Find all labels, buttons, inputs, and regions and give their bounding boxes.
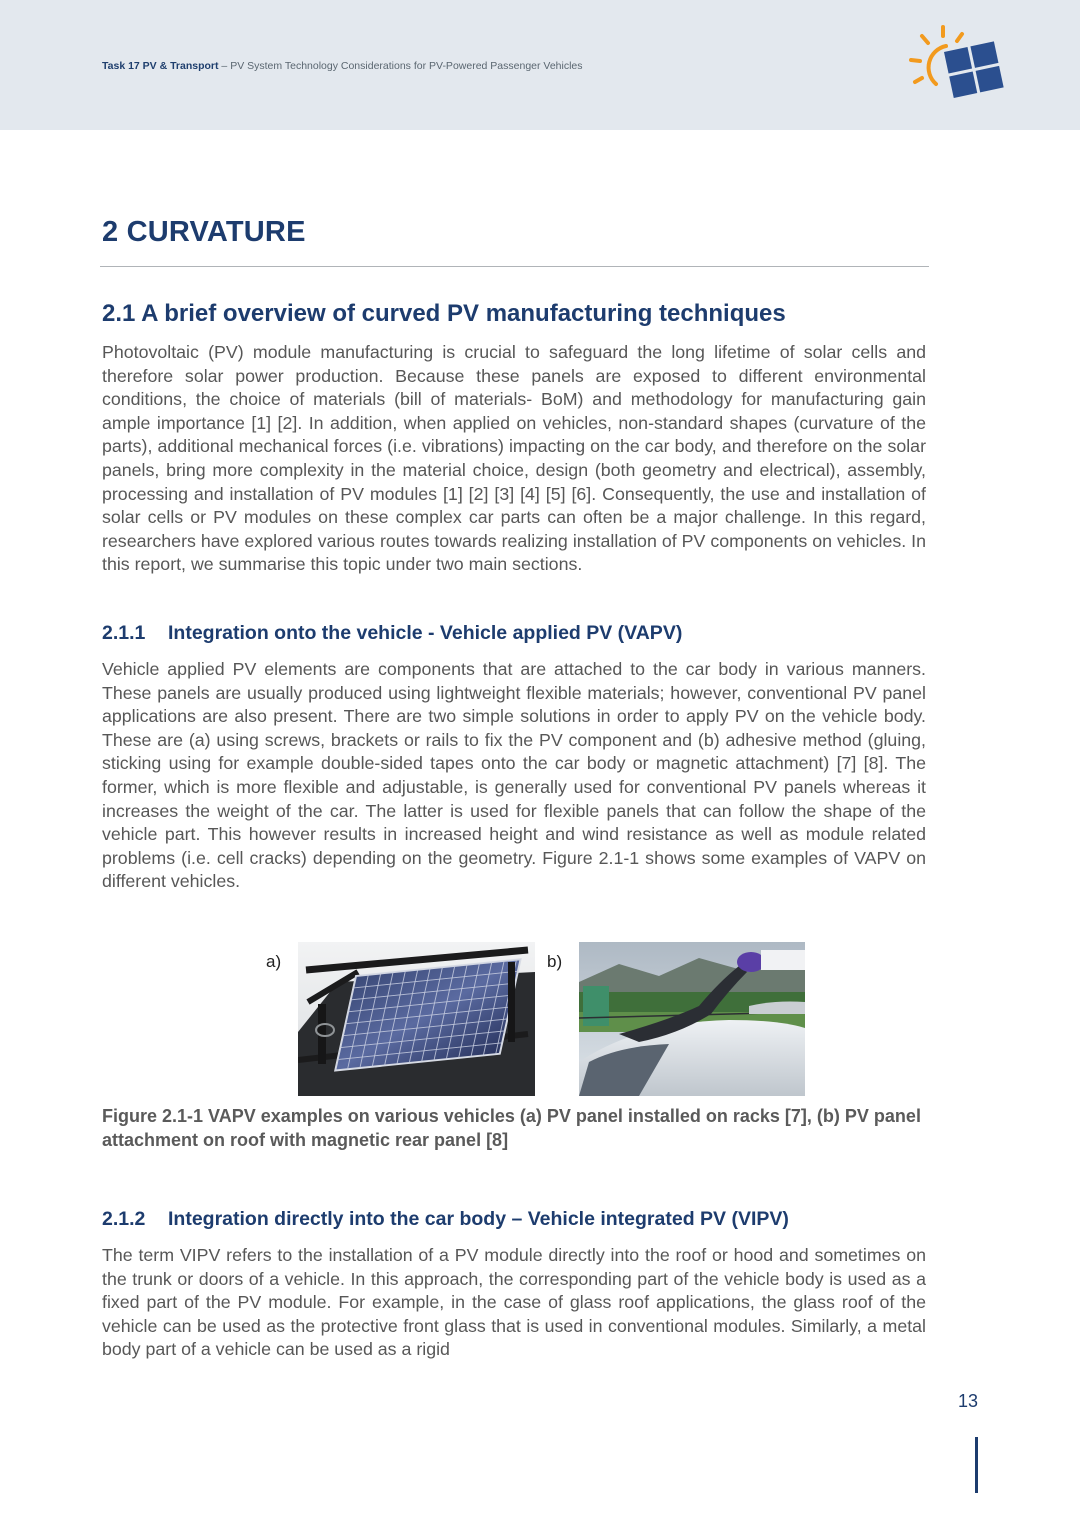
section-2-1-1-paragraph: Vehicle applied PV elements are components that are attached to the car body in various manners. These panels are usually produced using lightweight flexible materials; however, conventional PV panel applications are also present. There are two simple solutions in order to apply PV on the vehicle body. These are (a) using screws, brackets or rails to fix the PV component and (b) adhesive method (gluing, sticking using for example double-sided tapes onto the car body or magnetic attachment) [7] [8]. The former, which is more flexible and adjustable, is generally used for conventional PV panels whereas it increases the weight of the car. The latter is used for flexible panels that can follow the shape of the vehicle part. This however results in increased height and wind resistance as well as module related problems (i.e. cell cracks) depending on the geometry. Figure 2.1-1 shows some examples of VAPV on different vehicles. bbox=[102, 659, 926, 892]
magnetic-panel-attachment-image bbox=[579, 942, 805, 1096]
figure-caption: Figure 2.1-1 VAPV examples on various vehicles (a) PV panel installed on racks [7], (b) PV panel attachment on roof with magnetic rear panel [8] bbox=[102, 1106, 921, 1150]
section-2-1-paragraph: Photovoltaic (PV) module manufacturing is crucial to safeguard the long lifetime of solar cells and therefore solar power production. Because these panels are exposed to different environmental conditions, the choice of materials (bill of materials- BoM) and methodology for manufacturing gain ample importance [1] [2]. In addition, when applied on vehicles, non-standard shapes (curvature of the parts), additional mechanical forces (i.e. vibrations) impacting on the car body, and therefore on the solar panels, bring more complexity in the material choice, design (both geometry and electrical), assembly, processing and installation of PV modules [1] [2] [3] [4] [5] [6]. Consequently, the use and installation of solar cells or PV modules on these complex car parts can often be a major challenge. In this regard, researchers have explored various routes towards realizing installation of PV components on vehicles. In this report, we summarise this topic under two main sections. bbox=[102, 342, 926, 575]
section-2-1-1-heading bbox=[102, 622, 682, 645]
page-number: 13 bbox=[958, 1391, 979, 1411]
section-2-1-2-number: 2.1.2 bbox=[102, 1208, 146, 1230]
rack-solar-panel-image bbox=[298, 942, 535, 1096]
section-2-1-2-title: Integration directly into the car body – Vehicle integrated PV (VIPV) bbox=[168, 1208, 789, 1230]
figure-label-a: a) bbox=[266, 952, 282, 971]
figure-label-b: b) bbox=[547, 952, 563, 971]
figure-photo-a bbox=[298, 942, 535, 1096]
pv-transport-logo-icon bbox=[906, 24, 1006, 114]
page-header bbox=[0, 0, 1080, 130]
section-2-1-2-heading bbox=[102, 1208, 789, 1231]
figure-photo-b bbox=[579, 942, 805, 1096]
header-text bbox=[102, 60, 583, 72]
section-2-1-2-paragraph: The term VIPV refers to the installation of a PV module directly into the roof or hood and sometimes on the trunk or doors of a vehicle. In this approach, the corresponding part of the vehicle body is used as a fixed part of the PV module. For example, in the case of glass roof applications, the glass roof of the vehicle can be used as the protective front glass that is used in conventional modules. Similarly, a metal body part of a vehicle can be used as a rigid bbox=[102, 1245, 926, 1360]
header-project: Task 17 PV & Transport bbox=[102, 60, 219, 72]
section-2-1-1-number: 2.1.1 bbox=[102, 622, 146, 644]
header-title: – PV System Technology Considerations for PV-Powered Passenger Vehicles bbox=[218, 60, 583, 72]
page-marker-bar bbox=[975, 1437, 978, 1493]
chapter-divider bbox=[100, 266, 929, 267]
chapter-title: 2 CURVATURE bbox=[102, 216, 306, 248]
section-2-1-title: 2.1 A brief overview of curved PV manufacturing techniques bbox=[102, 300, 786, 327]
section-2-1-1-title: Integration onto the vehicle - Vehicle applied PV (VAPV) bbox=[168, 622, 683, 644]
